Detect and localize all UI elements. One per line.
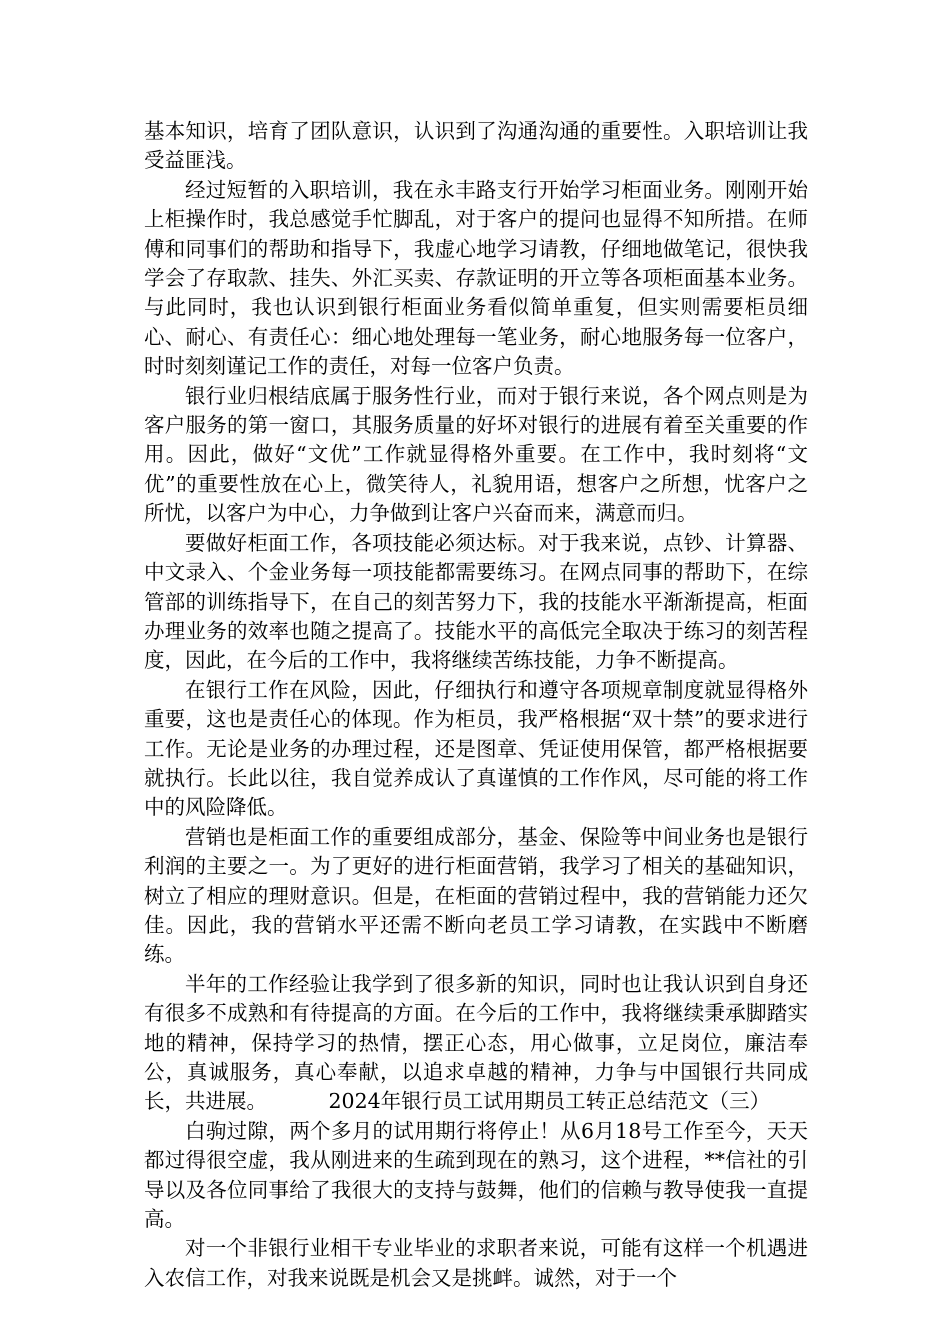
body-paragraph-6: 营销也是柜面工作的重要组成部分，基金、保险等中间业务也是银行利润的主要之一。为了更好的进行柜面营销，我学习了相关的基础知识，树立了相应的理财意识。但是，在柜面的营销过程中，我的营销能力还欠佳。因此，我的营销水平还需不断向老员工学习请教，在实践中不断磨练。 [144,824,808,967]
body-paragraph-7 [144,970,808,1117]
body-paragraph-3: 银行业归根结底属于服务性行业，而对于银行来说，各个网点则是为客户服务的第一窗口，其服务质量的好坏对银行的进展有着至关重要的作用。因此，做好“文优”工作就显得格外重要。在工作中，我时刻将“文优”的重要性放在心上，微笑待人，礼貌用语，想客户之所想，忧客户之所忧，以客户为中心，力争做到让客户兴奋而来，满意而归。 [144,383,808,526]
body-paragraph-2: 经过短暂的入职培训，我在永丰路支行开始学习柜面业务。刚刚开始上柜操作时，我总感觉手忙脚乱，对于客户的提问也显得不知所措。在师傅和同事们的帮助和指导下，我虚心地学习请教，仔细地做笔记，很快我学会了存取款、挂失、外汇买卖、存款证明的开立等各项柜面基本业务。与此同时，我也认识到银行柜面业务看似简单重复，但实则需要柜员细心、耐心、有责任心：细心地处理每一笔业务，耐心地服务每一位客户，时时刻刻谨记工作的责任，对每一位客户负责。 [144,177,808,379]
body-paragraph-8: 白驹过隙，两个多月的试用期行将停止！从6月18号工作至今，天天都过得很空虚，我从刚进来的生疏到现在的熟习，这个进程，**信社的引导以及各位同事给了我很大的支持与鼓舞，他们的信赖与教导使我一直提高。 [144,1118,808,1232]
body-paragraph-1: 基本知识，培育了团队意识，认识到了沟通沟通的重要性。入职培训让我受益匪浅。 [144,119,808,173]
body-paragraph-7-text: 半年的工作经验让我学到了很多新的知识，同时也让我认识到自身还有很多不成熟和有待提高的方面。在今后的工作中，我将继续秉承脚踏实地的精神，保持学习的热情，摆正心态，用心做事，立足岗位，廉洁奉公，真诚服务，真心奉献，以追求卓越的精神，力争与中国银行共同成长，共进展。 [144,971,808,1114]
body-paragraph-4: 要做好柜面工作，各项技能必须达标。对于我来说，点钞、计算器、中文录入、个金业务每一项技能都需要练习。在网点同事的帮助下，在综管部的训练指导下，在自己的刻苦努力下，我的技能水平渐渐提高，柜面办理业务的效率也随之提高了。技能水平的高低完全取决于练习的刻苦程度，因此，在今后的工作中，我将继续苦练技能，力争不断提高。 [144,530,808,673]
section-heading-inline: 2024年银行员工试用期员工转正总结范文（三） [328,1089,771,1114]
document-page [144,117,808,1293]
body-paragraph-9: 对一个非银行业相干专业毕业的求职者来说，可能有这样一个机遇进入农信工作，对我来说既是机会又是挑衅。诚然，对于一个 [144,1236,808,1290]
body-paragraph-5: 在银行工作在风险，因此，仔细执行和遵守各项规章制度就显得格外重要，这也是责任心的体现。作为柜员，我严格根据“双十禁”的要求进行工作。无论是业务的办理过程，还是图章、凭证使用保管，都严格根据要就执行。长此以往，我自觉养成认了真谨慎的工作作风，尽可能的将工作中的风险降低。 [144,677,808,820]
